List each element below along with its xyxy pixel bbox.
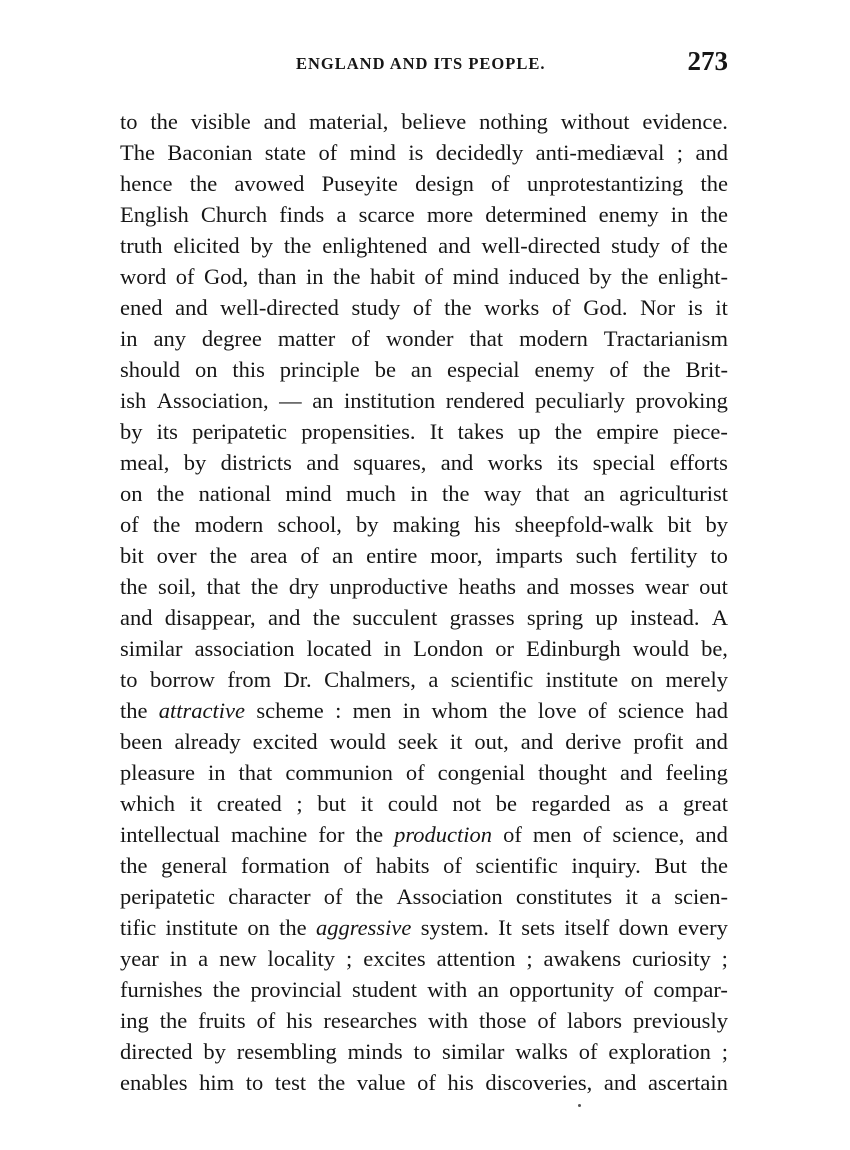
text-line: The Baconian state of mind is decidedly anti-mediæval ; and	[120, 140, 728, 165]
text-line: pleasure in that communion of congenial thought and feeling	[120, 760, 728, 785]
text-line: ened and well-directed study of the works of God. Nor is it	[120, 295, 728, 320]
text-line: directed by resembling minds to similar walks of exploration ;	[120, 1039, 728, 1064]
text-line: ish Association, — an institution rendered peculiarly provoking	[120, 388, 728, 413]
text-line: furnishes the provincial student with an opportunity of compar-	[120, 977, 728, 1002]
text-line: should on this principle be an especial enemy of the Brit-	[120, 357, 728, 382]
body-text	[120, 106, 728, 1098]
text-line: of the modern school, by making his sheepfold-walk bit by	[120, 512, 728, 537]
text-line: to borrow from Dr. Chalmers, a scientific institute on merely	[120, 667, 728, 692]
text-line: by its peripatetic propensities. It takes up the empire piece-	[120, 419, 728, 444]
text-line: ing the fruits of his researches with those of labors previously	[120, 1008, 728, 1033]
page-header	[128, 46, 728, 80]
text-line: in any degree matter of wonder that modern Tractarianism	[120, 326, 728, 351]
text-line: to the visible and material, believe nothing without evidence.	[120, 109, 728, 134]
text-line: similar association located in London or Edinburgh would be,	[120, 636, 728, 661]
text-line: the attractive scheme : men in whom the love of science had	[120, 698, 728, 723]
text-line: the soil, that the dry unproductive heaths and mosses wear out	[120, 574, 728, 599]
text-line: which it created ; but it could not be regarded as a great	[120, 791, 728, 816]
text-line: hence the avowed Puseyite design of unprotestantizing the	[120, 171, 728, 196]
text-line: been already excited would seek it out, and derive profit and	[120, 729, 728, 754]
running-head: ENGLAND AND ITS PEOPLE.	[296, 54, 546, 73]
text-line: tific institute on the aggressive system. It sets itself down every	[120, 915, 728, 940]
text-line: peripatetic character of the Association constitutes it a scien-	[120, 884, 728, 909]
text-line: on the national mind much in the way that an agriculturist	[120, 481, 728, 506]
text-line: intellectual machine for the production of men of science, and	[120, 822, 728, 847]
text-line: English Church finds a scarce more determined enemy in the	[120, 202, 728, 227]
page-number: 273	[687, 46, 728, 76]
text-line: truth elicited by the enlightened and well-directed study of the	[120, 233, 728, 258]
text-line: year in a new locality ; excites attention ; awakens curiosity ;	[120, 946, 728, 971]
print-speck	[578, 1104, 581, 1107]
text-line: bit over the area of an entire moor, imparts such fertility to	[120, 543, 728, 568]
text-line: word of God, than in the habit of mind induced by the enlight-	[120, 264, 728, 289]
text-line: the general formation of habits of scientific inquiry. But the	[120, 853, 728, 878]
text-line: and disappear, and the succulent grasses spring up instead. A	[120, 605, 728, 630]
text-line: enables him to test the value of his discoveries, and ascertain	[120, 1070, 728, 1095]
text-line: meal, by districts and squares, and works its special efforts	[120, 450, 728, 475]
